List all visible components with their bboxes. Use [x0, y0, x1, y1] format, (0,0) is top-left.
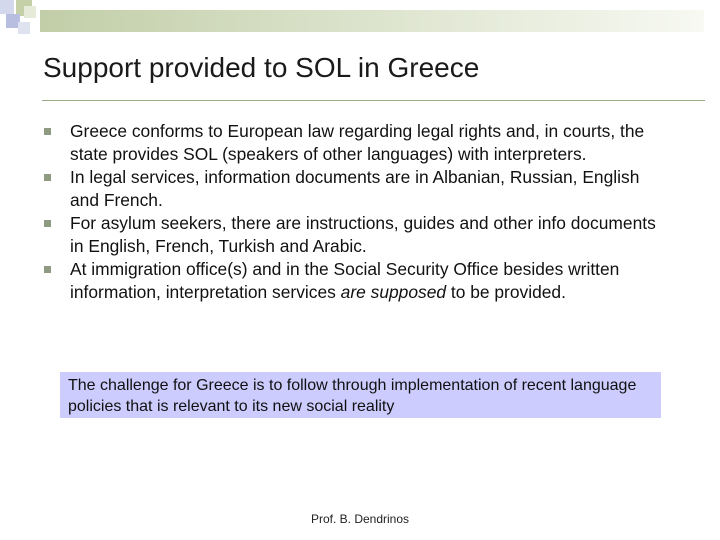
bullet-item: [42, 212, 672, 258]
bullet-list: [42, 120, 672, 304]
bullet-text: For asylum seekers, there are instructions, guides and other info documents in English, French, Turkish and Arabic.: [70, 213, 656, 256]
header-gradient-bar: [40, 10, 704, 32]
bullet-item: [42, 166, 672, 212]
footer-author: Prof. B. Dendrinos: [310, 512, 410, 526]
bullet-text: Greece conforms to European law regarding legal rights and, in courts, the state provides SOL (speakers of other languages) with interpreters.: [70, 121, 645, 164]
square-bullet-icon: [44, 128, 51, 135]
callout-box: The challenge for Greece is to follow through implementation of recent language policies that is relevant to its new social reality: [60, 372, 661, 418]
bullet-item: [42, 120, 672, 166]
bullet-text-end: to be provided.: [446, 282, 566, 302]
bullet-item: [42, 258, 672, 304]
square-bullet-icon: [44, 174, 51, 181]
bullet-text-emphasis: are supposed: [340, 282, 447, 302]
bullet-text: In legal services, information documents are in Albanian, Russian, English and French.: [70, 167, 640, 210]
bullet-text-start: At immigration office(s) and in the Social Security Office besides written information, interpretation services: [70, 259, 620, 302]
slide-title: Support provided to SOL in Greece: [43, 52, 480, 83]
square-bullet-icon: [44, 220, 51, 227]
title-divider: [42, 100, 705, 101]
square-bullet-icon: [44, 266, 51, 273]
